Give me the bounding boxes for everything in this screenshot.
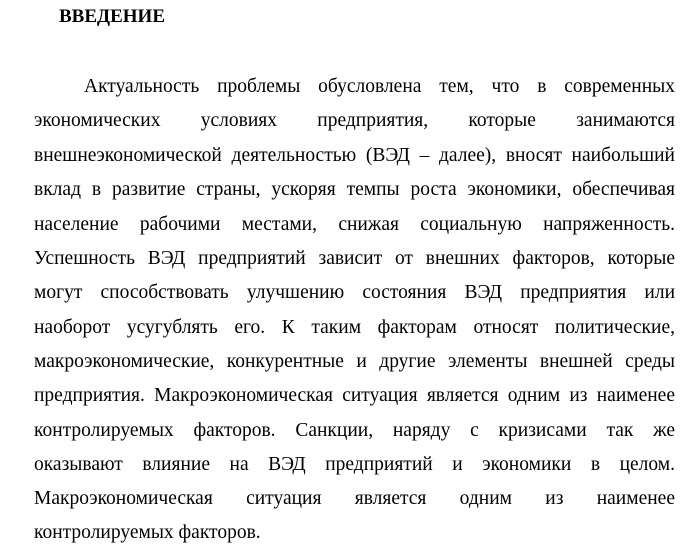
paragraph-line: Успешность ВЭД предприятий зависит от внешних факторов, которые	[34, 248, 675, 269]
paragraph-line: контролируемых факторов.	[34, 522, 261, 543]
paragraph-line: Макроэкономическая ситуация является одним из наименее	[34, 488, 675, 509]
paragraph-line: население рабочими местами, снижая социальную напряженность.	[34, 214, 675, 235]
paragraph-line: Актуальность проблемы обусловлена тем, что в современных	[84, 76, 675, 97]
paragraph-line: внешнеэкономической деятельностью (ВЭД – далее), вносят наибольший	[34, 145, 675, 166]
paragraph-line: макроэкономические, конкурентные и другие элементы внешней среды	[34, 351, 675, 372]
paragraph-line: оказывают влияние на ВЭД предприятий и экономики в целом.	[34, 454, 675, 475]
paragraph-line: вклад в развитие страны, ускоряя темпы роста экономики, обеспечивая	[34, 179, 675, 200]
paragraph-line: экономических условиях предприятия, которые занимаются	[34, 110, 675, 131]
paragraph-line: контролируемых факторов. Санкции, наряду с кризисами так же	[34, 420, 675, 441]
paragraph-line: предприятия. Макроэкономическая ситуация является одним из наименее	[34, 385, 675, 406]
section-heading: ВВЕДЕНИЕ	[59, 6, 165, 27]
paragraph-line: могут способствовать улучшению состояния ВЭД предприятия или	[34, 282, 675, 303]
paragraph-line: наоборот усугублять его. К таким факторам относят политические,	[34, 317, 675, 338]
